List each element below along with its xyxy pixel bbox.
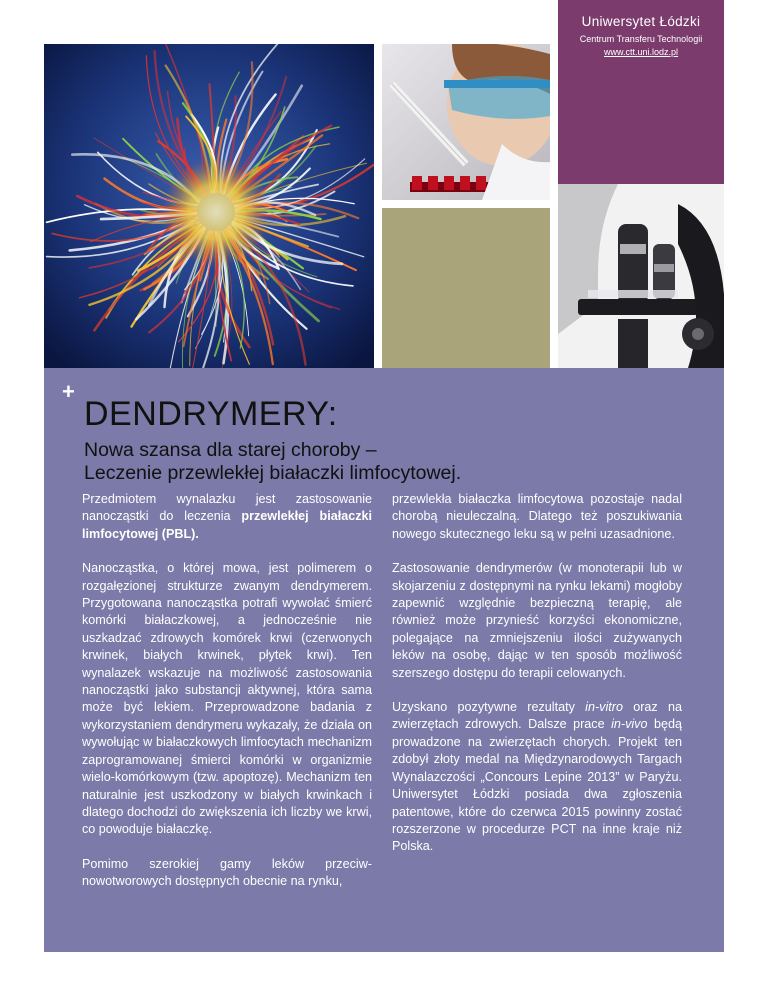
paragraph: przewlekła białaczka limfocytowa pozostaje nadal chorobą nieuleczalną. Dlatego też poszukiwania nowego skutecznego leku są w pełni uzasadnione. xyxy=(392,492,682,541)
plus-icon: + xyxy=(62,379,75,404)
italic-text: in-vitro xyxy=(585,700,623,715)
page-subtitle xyxy=(84,439,461,485)
website-link[interactable]: www.ctt.uni.lodz.pl xyxy=(603,47,679,57)
paragraph-text: Przedmiotem wynalazku jest zastosowanie nanocząstki do leczenia xyxy=(82,492,372,524)
technology-transfer-center: Centrum Transferu Technologii xyxy=(579,34,703,44)
paragraph-text: Uzyskano pozytywne rezultaty xyxy=(392,700,586,715)
university-header-box xyxy=(558,0,724,200)
page-title: DENDRYMERY: xyxy=(84,395,338,433)
university-name: Uniwersytet Łódzki xyxy=(581,14,701,29)
paragraph: Zastosowanie dendrymerów (w monoterapii lub w skojarzeniu z dostępnymi na rynku lekami) mogłoby zapewnić względnie bezpieczną terapię, ale również może przynieść korzyści ekonomiczne, polegające na zmniejszeniu ilości zużywanych leków na osobę, dając w ten sposób możliwość szerszego dostępu do terapii celowanych. xyxy=(392,561,682,680)
subtitle-line-2: Leczenie przewlekłej białaczki limfocytowej. xyxy=(84,462,462,484)
paragraph: Pomimo szerokiej gamy leków przeciw-nowotworowych dostępnych obecnie na rynku, xyxy=(82,856,372,889)
paragraph: Nanocząstka, o której mowa, jest polimerem o rozgałęzionej strukturze zwanym dendrymerem. Przygotowana nanocząstka potrafi wywołać śmierć komórki białaczkowej, a jednocześnie nie uszkadzać zdrowych komórek krwi (czerwonych krwinek, białych krwinek, płytek krwi). Ten wynalazek wskazuje na możliwość zastosowania nanocząstki jako substancji aktywnej, która sama może być lekiem. Przeprowadzone badania z wykorzystaniem dendrymeru wykazały, że działa on wywołując w białaczkowych limfocytach mechanizm zaprogramowanej śmierci komórki w organizmie wielo-komórkowym (tzw. apoptozę). Mechanizm ten naturalnie jest uszkodzony w białych krwinkach i dlatego dochodzi do zwiększenia ich liczby we krwi, co powoduje białaczkę. xyxy=(82,561,372,837)
paragraph-bold-text: przewlekłej białaczki limfocytowej (PBL). xyxy=(82,509,373,541)
lab-researcher-pipette-image xyxy=(382,44,550,200)
right-text-column xyxy=(392,491,682,873)
subtitle-line-1: Nowa szansa dla starej choroby – xyxy=(84,439,377,461)
dendrimer-molecule-image xyxy=(44,44,374,368)
microscope-image xyxy=(558,184,724,368)
italic-text: in-vivo xyxy=(611,717,648,732)
paragraph-text: oraz na zwierzętach zdrowych. Dalsze prace xyxy=(392,700,682,732)
paragraph-text: będą prowadzone na zwierzętach chorych. Projekt ten zdobył złoty medal na Międzynarodowych Targach Wynalazczości „Concours Lepine 2013” w Paryżu. Uniwersytet Łódzki posiada dwa zgłoszenia patentowe, które do czerwca 2015 powinny zostać rozszerzone w procedurze PCT na inne kraje niż Polska. xyxy=(392,717,682,854)
paragraph xyxy=(392,699,682,856)
paragraph xyxy=(82,491,372,543)
left-text-column xyxy=(82,491,372,908)
olive-decorative-box xyxy=(382,208,550,368)
